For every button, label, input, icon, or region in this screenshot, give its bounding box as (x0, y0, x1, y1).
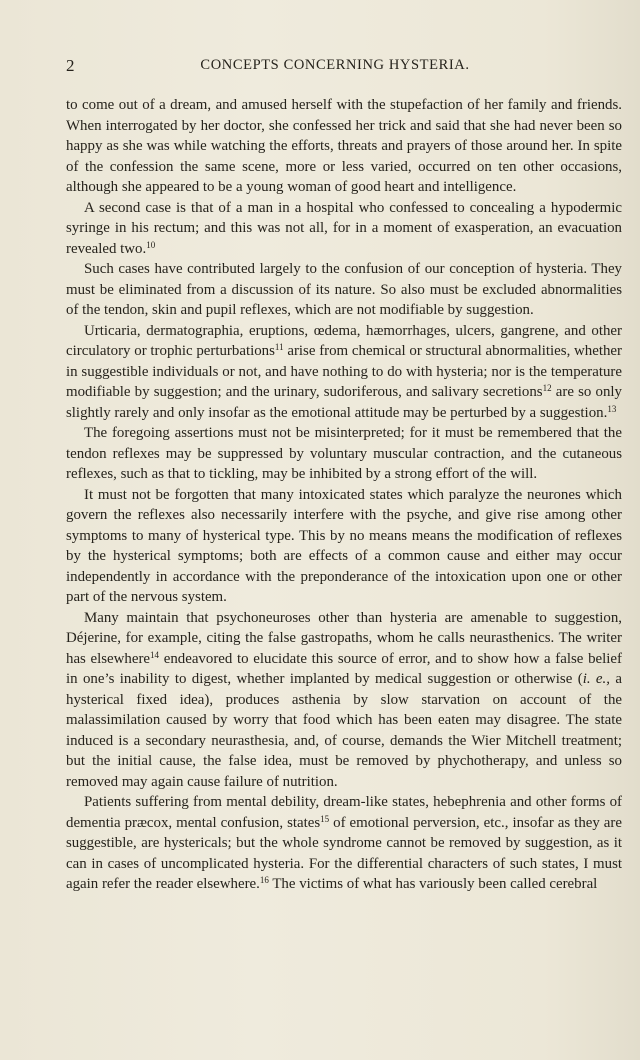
text-run: a hysterical fixed idea), produces asthenia by slow starvation on account of the malassimilation caused by worry that food which has been eaten may disagree. The state induced is a secondary neurasthesia, and, of course, demands the Wier Mitchell treatment; but the initial cause, the false idea, must be removed by phychotherapy, and unless so removed may again cause failure of nutrition. (66, 671, 622, 790)
footnote-ref: 12 (542, 383, 552, 393)
footnote-ref: 16 (259, 875, 269, 885)
text-run: endeavored to elucidate this source of error, and to show how a false belief in one’s inability to digest, whether implanted by medical suggestion or otherwise ( (66, 650, 622, 687)
page-number: 2 (66, 56, 75, 75)
footnote-ref: 14 (150, 649, 160, 660)
body-text (66, 95, 622, 895)
text-run: The victims of what has variously been called cerebral (268, 876, 598, 892)
text-run: A second case is that of a man in a hospital who confessed to concealing a hypodermic syringe in his rectum; and this was not all, for in a moment of exasperation, an evacuation revealed two. (66, 199, 622, 257)
text-run: It must not be forgotten that many intoxicated states which paralyze the neurones which govern the reflexes also necessarily interfere with the psyche, and give rise among other symptoms to many of hysterical type. This by no means means the modification of reflexes by the hysterical symptoms; both are effects of a common cause and either may occur independently in accordance with the preponderance of the intoxication upon one or other part of the nervous system. (66, 486, 622, 605)
running-title: CONCEPTS CONCERNING HYSTERIA. (200, 57, 470, 73)
footnote-ref: 10 (146, 239, 156, 250)
footnote-ref: 15 (320, 813, 330, 824)
page-header (66, 56, 604, 78)
text-run: Many maintain that psychoneuroses other than hysteria are amenable to suggestion, Déjerine, for example, citing the false gastropaths, whom he calls neurasthenics. The writer has elsewhere (66, 609, 622, 667)
text-run: The foregoing assertions must not be misinterpreted; for it must be remembered that the tendon reflexes may be suppressed by voluntary muscular contraction, and the cutaneous reflexes, such as that to tickling, may be inhibited by a strong effort of the will. (66, 425, 622, 482)
paragraph (66, 259, 622, 321)
footnote-ref: 13 (607, 403, 617, 414)
text-run: Patients suffering from mental debility, dream-like states, hebephrenia and other forms of dementia præcox, mental confusion, states (66, 794, 622, 831)
text-run: are so only slightly rarely and only insofar as the emotional attitude may be perturbed by a suggestion. (66, 384, 622, 421)
paragraph (66, 485, 622, 608)
paragraph (66, 198, 622, 260)
footnote-ref: 11 (274, 342, 284, 352)
paragraph (66, 608, 622, 793)
text-run: arise from chemical or structural abnormalities, whether in suggestible individuals or not, and have nothing to do with hysteria; nor is the temperature modifiable by suggestion; and the urinary, sudoriferous, and salivary secretions (66, 343, 623, 400)
text-run: Urticaria, dermatographia, eruptions, œdema, hæmorrhages, ulcers, gangrene, and other circulatory or trophic perturbations (66, 322, 622, 359)
paragraph (66, 321, 622, 424)
text-run: to come out of a dream, and amused herself with the stupefaction of her family and friends. When interrogated by her doctor, she confessed her trick and said that she had never been so happy as she was while watching the efforts, threats and prayers of those around her. In spite of the confession the same scene, more or less varied, occurred on ten other occasions, although she appeared to be a young woman of good heart and intelligence. (66, 97, 622, 195)
italic-text: i. e., (582, 671, 610, 687)
text-run: of emotional perversion, etc., insofar as they are suggestible, are hystericals; but the whole syndrome cannot be removed by suggestion, as it can in cases of uncomplicated hysteria. For the differential characters of such states, I must again refer the reader elsewhere. (66, 814, 622, 892)
paragraph (66, 792, 622, 895)
text-run: Such cases have contributed largely to the confusion of our conception of hysteria. They must be eliminated from a discussion of its nature. So also must be excluded abnormalities of the tendon, skin and pupil reflexes, which are not modifiable by suggestion. (66, 261, 622, 318)
paragraph (66, 95, 622, 198)
paragraph (66, 423, 622, 485)
